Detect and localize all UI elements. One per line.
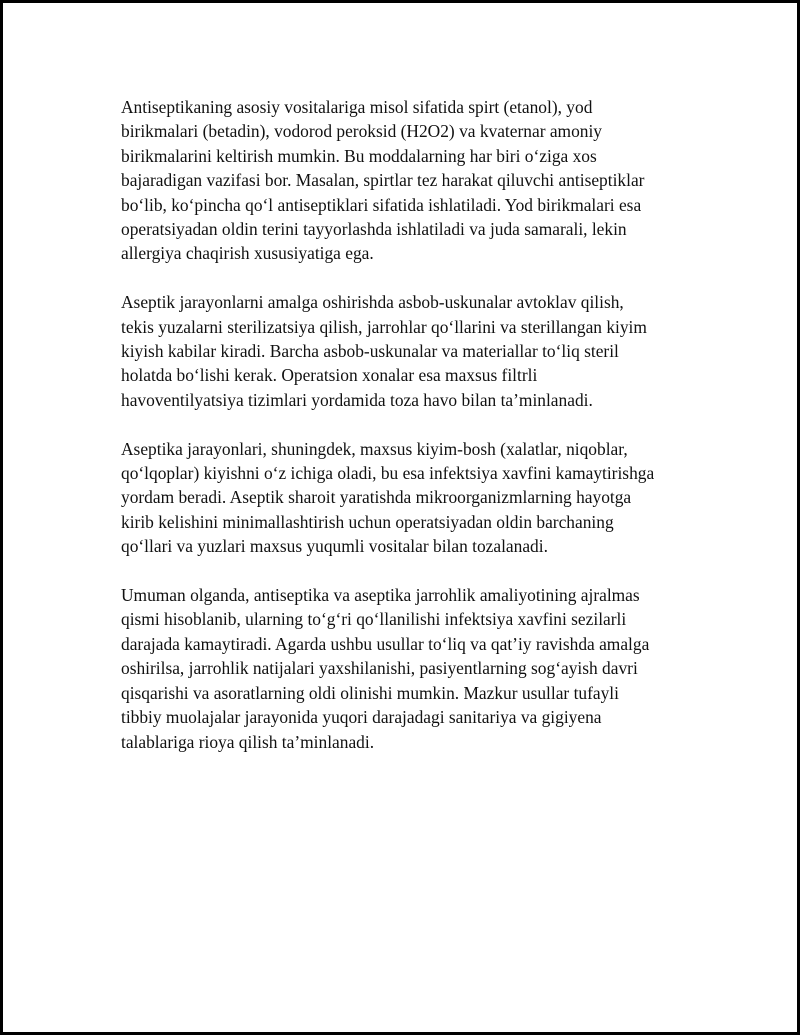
text-line: operatsiyadan oldin terini tayyorlashda ishlatiladi va juda samarali, lekin — [121, 219, 627, 240]
text-line: talablariga rioya qilish ta’minlanadi. — [121, 731, 375, 752]
paragraph-1 — [121, 95, 701, 266]
paragraph-3 — [121, 437, 701, 559]
text-line: bo‘lib, ko‘pincha qo‘l antiseptiklari sifatida ishlatiladi. Yod birikmalari esa — [121, 194, 642, 215]
text-line: tibbiy muolajalar jarayonida yuqori darajadagi sanitariya va gigiyena — [121, 707, 602, 728]
text-line: qo‘llari va yuzlari maxsus yuqumli vositalar bilan tozalanadi. — [121, 536, 548, 557]
text-line: Aseptika jarayonlari, shuningdek, maxsus kiyim-bosh (xalatlar, niqoblar, — [121, 438, 628, 459]
text-line: qisqarishi va asoratlarning oldi olinishi mumkin. Mazkur usullar tufayli — [121, 682, 619, 703]
document-body — [121, 95, 701, 778]
text-line: darajada kamaytiradi. Agarda ushbu usullar to‘liq va qat’iy ravishda amalga — [121, 633, 650, 654]
paragraph-4 — [121, 583, 701, 754]
text-line: kirib kelishini minimallashtirish uchun operatsiyadan oldin barchaning — [121, 511, 614, 532]
text-line: havoventilyatsiya tizimlari yordamida toza havo bilan ta’minlanadi. — [121, 389, 593, 410]
text-line: Umuman olganda, antiseptika va aseptika jarrohlik amaliyotining ajralmas — [121, 585, 640, 606]
text-line: allergiya chaqirish xususiyatiga ega. — [121, 243, 374, 264]
text-line: tekis yuzalarni sterilizatsiya qilish, jarrohlar qo‘llarini va sterillangan kiyim — [121, 316, 647, 337]
text-line: qismi hisoblanib, ularning to‘g‘ri qo‘llanilishi infektsiya xavfini sezilarli — [121, 609, 627, 630]
text-line: birikmalarini keltirish mumkin. Bu moddalarning har biri o‘ziga xos — [121, 145, 597, 166]
text-line: qo‘lqoplar) kiyishni o‘z ichiga oladi, bu esa infektsiya xavfini kamaytirishga — [121, 463, 655, 484]
text-line: birikmalari (betadin), vodorod peroksid (H2O2) va kvaternar amoniy — [121, 121, 602, 142]
text-line: yordam beradi. Aseptik sharoit yaratishda mikroorganizmlarning hayotga — [121, 487, 632, 508]
text-line: Aseptik jarayonlarni amalga oshirishda asbob-uskunalar avtoklav qilish, — [121, 292, 624, 313]
text-line: kiyish kabilar kiradi. Barcha asbob-uskunalar va materiallar to‘liq steril — [121, 341, 619, 362]
paragraph-2 — [121, 290, 701, 412]
text-line: bajaradigan vazifasi bor. Masalan, spirtlar tez harakat qiluvchi antiseptiklar — [121, 170, 645, 191]
text-line: Antiseptikaning asosiy vositalariga misol sifatida spirt (etanol), yod — [121, 97, 593, 117]
text-line: oshirilsa, jarrohlik natijalari yaxshilanishi, pasiyentlarning sog‘ayish davri — [121, 658, 638, 679]
text-line: holatda bo‘lishi kerak. Operatsion xonalar esa maxsus filtrli — [121, 365, 538, 386]
